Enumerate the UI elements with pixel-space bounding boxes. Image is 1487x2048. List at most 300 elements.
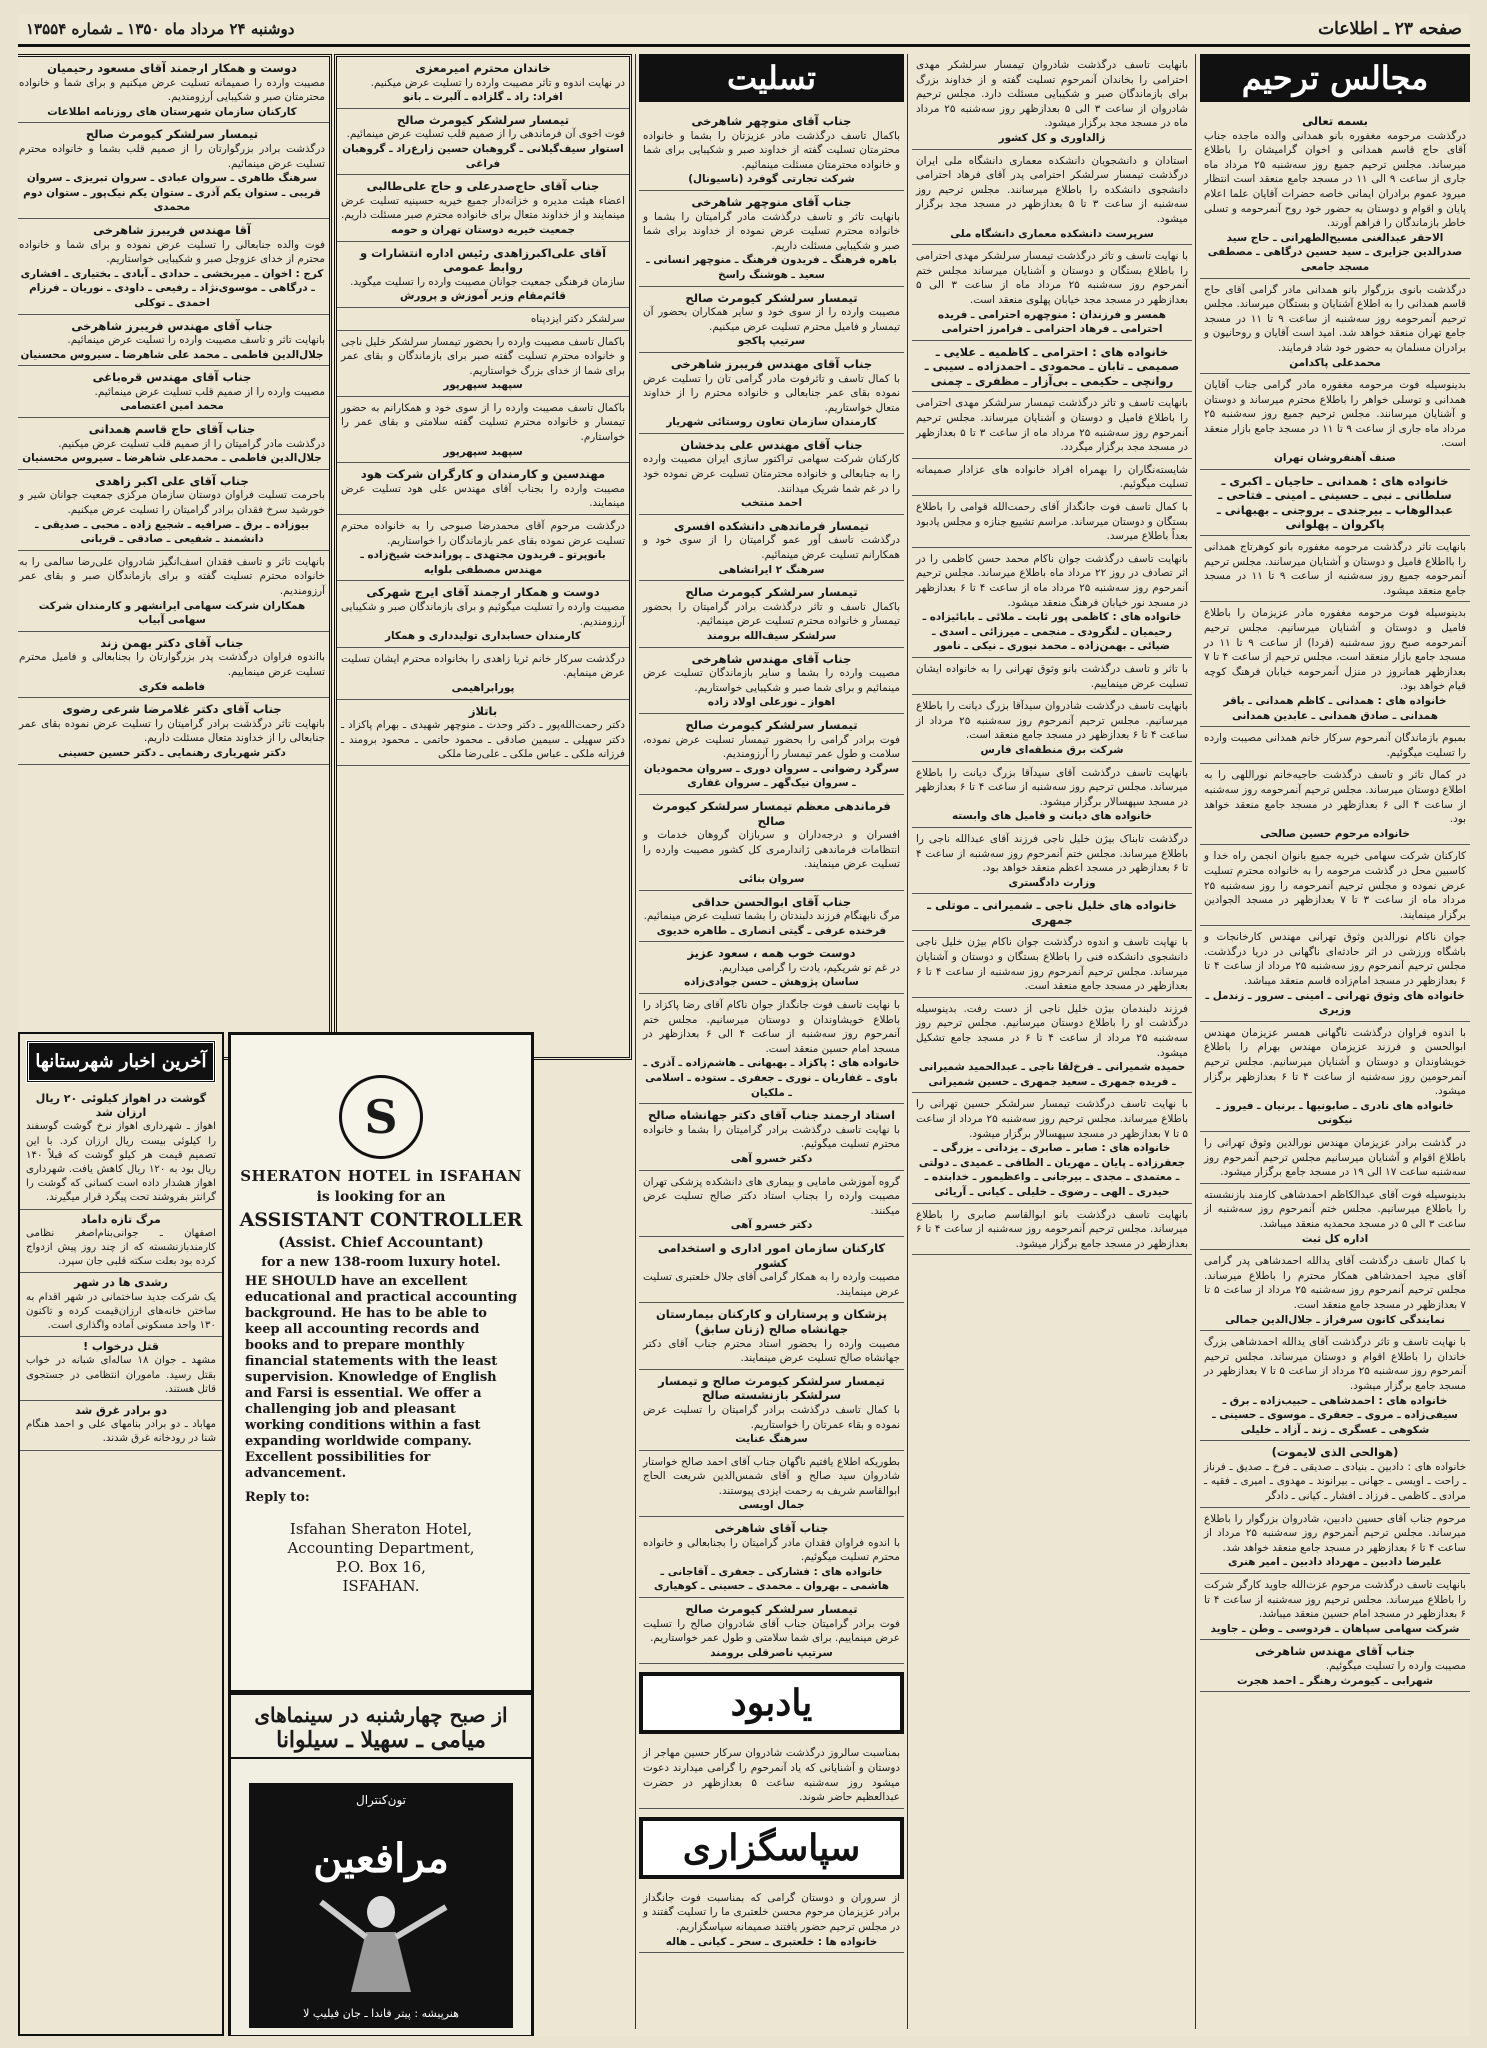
- notice-text: درگذشت بانوی بزرگوار بانو همدانی مادر گرامی آقای حاج قاسم همدانی را به اطلاع آشنایان و بستگان میرساند. مجلس ترحیم آنمرحومه روز سه‌شنبه از ساعت ۹ تا ۱۱ در مسجد جامع تهران منعقد خواهد شد. امید است آقایان و روحانیون و برادران مسلمان به حضور خود شاد فرمایند.: [1204, 283, 1466, 354]
- notice-item: [639, 714, 904, 795]
- notice-text: بمناسبت سالروز درگذشت شادروان سرکار حسین مهاجر از دوستان و آشنایانی که یاد آنمرحوم را گرامی میدارند دعوت میشود روز سه‌شنبه ساعت ۵ بعدازظهر در حضرت عبدالعظیم حاضر شوند.: [643, 1747, 900, 1804]
- notice-title: تیمسار سرلشکر کیومرث صالح: [685, 290, 858, 305]
- notice-title: استاد ارجمند جناب آقای دکتر جهانشاه صالح: [647, 1108, 896, 1123]
- notice-text: فرزند دلبندمان بیژن خلیل ناجی از دست رفت. بدینوسیله درگذشت او را باطلاع دوستان میرسانیم. مجلس ترحیم روز سه‌شنبه ۲۵ مرداد از ساعت ۴ تا ۶ در مسجد جامع تشکیل میشود.: [916, 1002, 1188, 1059]
- notice-signature: محمد امین اعتصامی: [120, 400, 224, 413]
- notice-signature: خانواده های : صابر ـ صابری ـ یزدانی ـ بزرگی ـ جعفرزاده ـ پایان ـ مهریان ـ الطافی ـ عمیدی ـ دولتی ـ معتمدی ـ مجدی ـ بیرجانی ـ واعظیمور ـ خدابنده ـ حیدری ـ الهی ـ رضوی ـ خلیلی ـ کیانی ـ آریائی: [918, 1142, 1186, 1198]
- notice-item: [1200, 1640, 1470, 1692]
- notice-title: تیمسار سرلشکر کیومرث صالح: [685, 1602, 858, 1617]
- notice-text: بانهایت تاسف درگذشت شادروان تیمسار سرلشکر مهدی احترامی را بخاندان آنمرحوم تسلیت گفته و از خداوند بزرگ برای بازماندگان صبر و شکیبایی مسئلت دارد. مجلس ترحیم شادروان از ساعت ۳ الی ۵ بعدازظهر روز سه‌شنبه ۲۵ مرداد ماه در مسجد مجد برگزار میشود.: [916, 59, 1189, 130]
- notice-title: جناب آقای دکتر بهمن زند: [100, 635, 244, 650]
- notice-signature: جمال اویسی: [738, 1499, 805, 1512]
- notice-text: بانهایت تاثر درگذشت برادر گرامیتان را تسلیت عرض نموده بقای عمر جنابعالی را از خداوند متعال مسئلت داریم.: [19, 717, 325, 745]
- notice-item: [18, 315, 329, 367]
- notice-text: بدینوسیله فوت مرحومه مغفوره مادر گرامی جناب آقایان همدانی و توسلی خواهر را باطلاع محترم میرساند و دوستان و آشنایان میرسانند. مجلس ترحیم جمیع روز سه‌شنبه ۲۵ مرداد ماه جاری از ساعت ۹ تا ۱۱ در مسجد جامع بازار منعقد است.: [1204, 379, 1466, 450]
- notice-text: مصیبت وارده را از صمیم قلب تسلیت عرض مینمائیم.: [94, 385, 325, 398]
- notice-item: [1200, 1022, 1470, 1132]
- notice-signature: جلال‌الدین فاطمی ـ محمد علی شاهرضا ـ سیروس محسنیان: [20, 348, 324, 361]
- notice-item: [1200, 1184, 1470, 1250]
- notice-item: [639, 1742, 904, 1808]
- ad-address: Isfahan Sheraton Hotel, Accounting Department, P.O. Box 16, ISFAHAN.: [287, 1520, 475, 1595]
- notice-signature: خانواده ها : خلعتبری ـ سحر ـ کیانی ـ هاله: [665, 1935, 878, 1948]
- notice-text: با نهایت تاسف درگذشت برادر گرامیتان را بشما و خانواده محترم تسلیت میگوئیم.: [643, 1123, 900, 1151]
- notice-item: [337, 109, 629, 175]
- notice-text: فوت اخوی آن فرماندهی را از صمیم قلب تسلیت عرض مینمائیم.: [346, 128, 625, 141]
- notice-signature: الاحقر عبدالغنی مسیح‌الطهرانی ـ حاج سید صدرالدین جزایری ـ سید حسین درگاهی ـ مصطفی مسجد جامعی: [1207, 231, 1463, 273]
- notice-item: [639, 648, 904, 714]
- notice-text: بدینوسیله فوت مرحومه مغفوره مادر عزیزمان را باطلاع فامیل و دوستان و آشنایان میرسانیم. مجلس ترحیم آنمرحومه صبح روز سه‌شنبه (فردا) از ساعت ۹ تا ۱۱ در مسجد جامع بازار منعقد است. مجلس ترحیم از ساعت ۴ تا ۷ بعدازظهر همانروز در منزل آنمرحومه خیابان فرهنگ کوچه قیام خواهد بود.: [1204, 607, 1466, 693]
- notice-item: [639, 1171, 904, 1237]
- notice-text: با نهایت تاسف درگذشت تیمسار سرلشکر حسین تهرانی را باطلاع میرساند. مجلس ترحیم روز سه‌شنبه ۲۵ مرداد از ساعت ۵ تا ۷ بعدازظهر در مسجد سپهسالار برگزار میشود.: [916, 1098, 1188, 1140]
- notice-signature: پورابراهیمی: [451, 681, 515, 694]
- notice-signature: اداره کل ثبت: [1301, 1232, 1369, 1245]
- notice-item: [639, 795, 904, 891]
- notice-item: [1200, 1250, 1470, 1331]
- notice-signature: سرتیپ ناصرقلی برومند: [710, 1646, 833, 1659]
- notice-signature: کارمندان حسابداری تولیدداری و همکار: [385, 630, 581, 643]
- notice-item: [1200, 602, 1470, 727]
- notice-item: [1200, 926, 1470, 1022]
- notice-item: [639, 1237, 904, 1303]
- notice-signature: فرخنده عرفی ـ گیتی انصاری ـ طاهره خدیوی: [656, 924, 887, 937]
- notice-item: [639, 110, 904, 191]
- notice-text: درگذشت سرکار خانم ثریا زاهدی را بخانواده محترم ایشان تسلیت عرض مینمایم.: [341, 652, 625, 680]
- notice-text: درگذشت مرحوم آقای محمدرضا صبوحی را به خانواده محترم تسلیت عرض نموده بقای عمر بازماندگان را خواستاریم.: [341, 520, 625, 547]
- notice-item: [639, 581, 904, 647]
- notice-text: بانهایت تاسف درگذشت بانو ابوالقاسم صابری را باطلاع میرساند. مجلس ترحیم آنمرحومه روز سه‌شنبه از ساعت ۴ تا ۶ بعدازظهر در مسجد جامع برگزار میشود.: [916, 1208, 1188, 1250]
- notice-item: [18, 632, 329, 698]
- notice-item: [1200, 536, 1470, 602]
- notice-signature: باهره فرهنگ ـ فریدون فرهنگ ـ منوچهر انسانی ـ سعید ـ هوشنگ راسخ: [646, 254, 897, 281]
- notice-signature: کارمندان سازمان تعاون روستائی شهریار: [666, 416, 877, 429]
- news-item: [20, 1401, 222, 1451]
- notice-text: بانهایت تاسف و تاثر درگذشت تیمسار سرلشکر مهدی احترامی را باطلاع فامیل و دوستان و آشنایان میرساند. مجلس ترحیم آنمرحوم روز سه‌شنبه ۲۵ مرداد ماه از ساعت ۳ تا ۵ بعدازظهر در مسجد مجد برگزار میگردد.: [916, 397, 1189, 454]
- notice-text: جوان ناکام نورالدین وثوق تهرانی مهندس کارخانجات و باشگاه ورزشی در اثر حادثه‌ای ناگهانی در دریا درگذشت. مجلس ترحیم آنمرحوم روز سه‌شنبه ۲۵ مرداد از ساعت ۴ تا ۶ بعدازظهر در مسجد امام‌زاده قاسم منعقد میباشد.: [1204, 931, 1466, 988]
- news-text: مشهد ـ جوان ۱۸ ساله‌ای شبانه در خواب بقتل رسید. ماموران انتظامی در جستجوی قاتل هستند.: [26, 1355, 216, 1395]
- notice-item: [639, 287, 904, 353]
- notice-item: [639, 515, 904, 581]
- page-header-left: دوشنبه ۲۴ مرداد ماه ۱۳۵۰ ـ شماره ۱۳۵۵۴: [26, 20, 295, 38]
- notice-item: [337, 648, 629, 700]
- notice-text: بطوریکه اطلاع یافتیم ناگهان جناب آقای احمد صالح خواستار شادروان سید صالح و آقای شمس‌الدین شریعت الحاج ابوالقاسم شریف به رحمت ایزدی پیوستند.: [643, 1455, 900, 1497]
- notice-item: [18, 698, 329, 764]
- notice-text: درگذشت مادر گرامیتان را از صمیم قلب تسلیت عرض میکنیم.: [58, 437, 325, 450]
- notice-signature: سرپرست دانشکده معماری دانشگاه ملی: [950, 227, 1154, 240]
- notice-text: مصیبت وارده را تسلیت میگوئیم.: [1325, 1660, 1466, 1672]
- notice-item: [1200, 110, 1470, 279]
- notice-title: تیمسار سرلشکر کیومرث صالح: [85, 127, 259, 142]
- column-tasliat: [639, 54, 904, 2029]
- notice-title: دوست و همکار ارجمند آقای مسعود رحیمیان: [47, 61, 297, 75]
- notice-item: [1200, 764, 1470, 845]
- notice-text: با کمال تاسف فوت جانگداز آقای رحمت‌الله قوامی را باطلاع بستگان و دوستان میرساند. مراسم تشییع جنازه و مجلس یادبود بعداً باطلاع میرسد.: [916, 501, 1188, 543]
- notice-signature: بیوزاده ـ برق ـ صرافیه ـ شجیع زاده ـ محبی ـ صدیقی ـ دانشمند ـ شفیعی ـ صادقی ـ قربانی: [34, 518, 310, 546]
- column-divider: [907, 54, 908, 2029]
- notice-signature: سرهنگ عنایت: [735, 1433, 808, 1446]
- notice-signature: دکتر شهریاری رهنمایی ـ دکتر حسین حسینی: [58, 746, 286, 759]
- notice-signature: سپهبد سپهرپور: [443, 445, 523, 458]
- notice-text: بانهایت تاثر درگذشت مرحومه مغفوره بانو کوهرتاج همدانی را بااطلاع فامیل و دوستان و آشنایان میرسانند. مجلس ترحیم آنمرحومه جمیع روز سه‌شنبه از ساعت ۹ تا ۱۱ در مسجد جامع منعقد میشود.: [1204, 541, 1467, 597]
- notice-signature: خانواده های وثوق تهرانی ـ امینی ـ سرور ـ زندمل ـ وزیری: [1205, 989, 1465, 1017]
- notice-signature: شرکت برق منطقه‌ای فارس: [980, 743, 1124, 756]
- notice-title: خانواده های : همدانی ـ حاجیان ـ اکبری ـ سلطانی ـ نبی ـ حسینی ـ امینی ـ فتاحی ـ عبدالوهاب ـ بیرجندی ـ بروجنی ـ بهبهانی ـ پاکروان ـ پهلوانی: [1216, 473, 1454, 532]
- notice-item: [337, 57, 629, 109]
- notice-title: جناب آقای مهندس فریبرز شاهرخی: [670, 356, 873, 371]
- notice-item: [912, 658, 1192, 695]
- notice-title: جناب آقای علی اکبر زاهدی: [95, 473, 249, 488]
- notice-item: [639, 1517, 904, 1598]
- sheraton-logo-icon: S: [339, 1075, 423, 1159]
- notice-text: با نهایت تاسف و تاثر درگذشت آقای یدالله احمدشاهی بزرگ خاندان را باطلاع اقوام و دوستان میرساند. مجلس ترحیم آنمرحوم روز سه‌شنبه ۲۵ مرداد از ساعت ۵ تا ۷ بعدازظهر در مسجد جامع برگزار میشود.: [1204, 1336, 1467, 1392]
- notice-text: با نهایت تاسف و اندوه درگذشت جوان ناکام بیژن خلیل ناجی دانشجوی دانشکده فنی را باطلاع بستگان و دوستان و آشنایان میرساند. مجلس ترحیم آنمرحوم روز سه‌شنبه از ساعت ۴ تا ۶ بعدازظهر در مسجد جامع منعقد است.: [916, 936, 1188, 993]
- notice-signature: نمایندگی کانون سرفراز ـ جلال‌الدین جمالی: [1225, 1313, 1445, 1326]
- notice-title: جناب آقای ابوالحسن حداقی: [691, 894, 852, 909]
- notice-text: با کمال تاسف درگذشت آقای یدالله احمدشاهی پدر گرامی آقای مجید احمدشاهی همکار محترم را باطلاع میرساند. مجلس ترحیم آنمرحوم روز سه‌شنبه ۲۵ مرداد از ساعت ۵ تا ۷ بعدازظهر در مسجد جامع منعقد است.: [1204, 1255, 1466, 1311]
- notice-text: سازمان فرهنگی جمعیت جوانان مصیبت وارده را تسلیت میگوید.: [350, 275, 625, 288]
- news-text: یک شرکت جدید ساختمانی در شهر اقدام به ساختن خانه‌های ارزان‌قیمت کرده و تاکنون ۱۳۰ واحد مسکونی آماده واگذاری است.: [26, 1291, 216, 1332]
- poster-figure-icon: [281, 1882, 481, 1992]
- notice-text: بمبوم بازماندگان آنمرحوم سرکار خانم همدانی مصیبت وارده را تسلیت میگوئیم.: [1204, 732, 1466, 759]
- notice-item: [1200, 727, 1470, 764]
- news-headline: رشدی ها در شهر: [74, 1276, 168, 1290]
- notice-title: تیمسار سرلشکر کیومرث صالح و تیمسار سرلشکر بازنشسته صالح: [658, 1373, 885, 1403]
- notice-text: در کمال تاثر و تاسف درگذشت حاجیه‌خانم نوراللهی را به اطلاع دوستان میرساند. مجلس ترحیم آنمرحومه روز سه‌شنبه از ساعت ۴ الی ۶ بعدازظهر در مسجد جامع منعقد خواهد بود.: [1204, 769, 1466, 826]
- notice-signature: جلال‌الدین فاطمی ـ محمدعلی شاهرضا ـ سیروس محسنیان: [22, 452, 322, 465]
- notice-text: باحرمت تسلیت فراوان دوستان سازمان مرکزی جمعیت جوانان شیر و خورشید سرخ فقدان برادر گرامیتان را تسلیت عرض میکنیم.: [19, 489, 325, 517]
- notice-text: در نهایت اندوه و تاثر مصیبت وارده را تسلیت عرض میکنیم.: [370, 76, 625, 89]
- notice-item: [1200, 1331, 1470, 1441]
- notice-item: [912, 998, 1192, 1094]
- column-divider: [635, 54, 636, 2029]
- page-header-right: صفحه ۲۳ ـ اطلاعات: [1318, 19, 1462, 39]
- last-news-title: آخرین اخبار شهرستانها: [26, 1040, 216, 1083]
- notice-item: [912, 1093, 1192, 1203]
- notice-item: [639, 1598, 904, 1664]
- notice-text: باکمال تاسف مصیبت وارده را از سوی خود و همکارانم به حضور تیمسار و خانواده محترم تسلیت گفته سلامتی و بقای عمر را خواستارم.: [341, 401, 625, 444]
- notice-title: جناب آقای شاهرخی: [714, 1521, 829, 1536]
- notice-text: فوت والده جنابعالی را تسلیت عرض نموده و برای شما و خانواده محترم از خدای عزوجل صبر و شکیبایی خواستاریم.: [19, 238, 325, 266]
- notice-signature: علیرضا دادبین ـ مهرداد دادبین ـ امیر هنری: [1228, 1556, 1442, 1569]
- notice-item: [18, 418, 329, 470]
- notice-text: بانهایت تاثر و تاسف مصیبت وارده را تسلیت عرض مینمائیم.: [67, 334, 325, 347]
- column-divider: [1195, 54, 1196, 2029]
- notice-item: [912, 459, 1192, 496]
- notice-signature: افراد: راد ـ گلزاده ـ آلبرت ـ بانو: [403, 91, 563, 104]
- notice-title: جناب آقای منوچهر شاهرخی: [691, 114, 852, 128]
- notice-text: بانهایت تاسف درگذشت جوان ناکام محمد حسن کاظمی را در اثر تصادف در روز ۲۲ مرداد ماه باطلاع میرساند. مجلس ترحیم آنمرحوم روز سه‌شنبه ۲۵ مرداد ماه از ساعت ۴ تا ۶ بعدازظهر در مسجد نور خیابان فرهنگ منعقد میشود.: [916, 552, 1189, 609]
- column-notices-5: [18, 54, 332, 1060]
- notice-signature: خانواده های : احمدشاهی ـ حبیب‌زاده ـ برق ـ سیفی‌زاده ـ مروی ـ جعفری ـ موسوی ـ حسینی ـ شکوهی ـ عسگری ـ زند ـ آزاد ـ خلیلی: [1212, 1394, 1458, 1436]
- notice-text: در غم تو شریکیم، یادت را گرامی میداریم.: [718, 961, 900, 974]
- notice-title: جناب آقای دکتر غلامرضا شرعی رضوی: [62, 702, 282, 717]
- notice-text: استادان و دانشجویان دانشکده معماری دانشگاه ملی ایران درگذشت تیمسار سرلشکر احترامی پدر آقای فرهاد احترامی دانشجوی دانشکده را باطلاع میرسانند. مجلس ترحیم روز سه‌شنبه از ساعت ۳ تا ۵ بعدازظهر در مسجد مجد برگزار میشود.: [916, 154, 1188, 225]
- notice-signature: کارکنان سازمان شهرستان های روزنامه اطلاعات: [47, 105, 297, 118]
- notice-item: [18, 470, 329, 551]
- notice-text: باکمال تاسف مصیبت وارده را بحضور تیمسار سرلشکر خلیل ناجی و خانواده محترم تسلیت گفته صبر برای بازماندگان و بقای عمر برای شما از خدای بزرگ خواستاریم.: [341, 335, 625, 377]
- notice-signature: کرج : اخوان ـ میربخشی ـ حدادی ـ آبادی ـ بختیاری ـ افشاری ـ درگاهی ـ موسوی‌نژاد ـ رفیعی ـ داودی ـ نوریان ـ فرزام احمدی ـ توکلی: [20, 267, 324, 309]
- notice-item: [639, 942, 904, 994]
- notice-text: کارکنان شرکت سهامی تراکتور سازی ایران مصیبت وارده را به جنابعالی و خانواده محترمتان تسلیت عرض نموده خود را در غم شما شریک میدانند.: [643, 453, 900, 495]
- notice-text: با نهایت تاسف و تاثر درگذشت تیمسار سرلشکر مهدی احترامی را باطلاع بستگان و دوستان و آشنایان میرساند مجلس ختم آنمرحوم روز سه‌شنبه ۲۵ مرداد ماه از ساعت ۳ الی ۵ بعدازظهر در مسجد مجد خیابان پهلوی منعقد است.: [916, 250, 1189, 306]
- notice-text: با اندوه فراوان فقدان مادر گرامیتان را بجنابعالی و خانواده محترم تسلیت میگوئیم.: [643, 1536, 900, 1564]
- notice-signature: خانواده مرحوم حسین صالحی: [1260, 827, 1410, 840]
- notice-item: [912, 150, 1192, 246]
- notice-title: تیمسار سرلشکر کیومرث صالح: [685, 717, 858, 732]
- notice-signature: شرکت سهامی سپاهان ـ فردوسی ـ وطن ـ جاوید: [1210, 1622, 1460, 1635]
- notice-title: جناب آقای مهندس فریبرز شاهرخی: [71, 318, 273, 333]
- notice-item: [639, 1104, 904, 1170]
- notice-text: بانهایت تاسف درگذشت شادروان سیدآقا بزرگ دیانت را باطلاع میرسانیم. مجلس ترحیم آنمرحوم روز سه‌شنبه ۲۵ مرداد از ساعت ۴ تا ۶ بعدازظهر در مسجد جامع منعقد است.: [916, 700, 1188, 742]
- news-text: مهاباد ـ دو برادر بنامهای علی و احمد هنگام شنا در رودخانه غرق شدند.: [26, 1419, 216, 1445]
- notice-signature: سپهبد سپهرپور: [443, 379, 523, 392]
- ad-position-sub: (Assist. Chief Accountant): [278, 1235, 484, 1251]
- notice-text: با کمال تاسف درگذشت برادر گرامیتان را تسلیت عرض نموده و بقاء عمرتان را خواستاریم.: [643, 1403, 900, 1431]
- notice-title: جناب آقای مهندس شاهرخی: [1255, 1644, 1415, 1659]
- ad-reply-label: Reply to:: [245, 1490, 310, 1505]
- notice-text: مصیبت وارده را بشما و سایر بازماندگان تسلیت عرض مینمائیم و برای شما صبر و شکیبایی خواستاریم.: [643, 667, 900, 694]
- notice-title: تیمسار سرلشکر کیومرث صالح: [685, 585, 858, 600]
- notice-item: [912, 54, 1192, 150]
- notice-item: [1200, 1132, 1470, 1184]
- notice-title: پزشکان و پرستاران و کارکنان بیمارستان جهانشاه صالح (زنان سابق): [655, 1307, 888, 1336]
- notice-item: [639, 994, 904, 1104]
- notice-item: [639, 434, 904, 515]
- news-text: اهواز ـ شهرداری اهواز نرخ گوشت گوسفند را کیلوئی بیست ریال ارزان کرد. با این تصمیم قیمت هر کیلو گوشت که قبلاً ۱۴۰ ریال بود به ۱۲۰ ریال کاهش یافت. شهرداری اهواز هشدار داده است کسانی که گوشت را گرانتر بفروشند تحت پیگرد قرار میگیرند.: [26, 1121, 216, 1204]
- notice-item: [639, 891, 904, 943]
- movie-stars: هنرپیشه : پیتر فاندا ـ جان فیلیپ لا: [303, 2007, 459, 2020]
- notice-signature: شرکت تجارتی گوفرد (ناسیونال): [688, 173, 855, 186]
- movie-poster: [249, 1783, 513, 2028]
- notice-text: دکتر رحمت‌الله‌پور ـ دکتر وحدت ـ منوچهر شهیدی ـ بهرام پاکزاد ـ دکتر سهیلی ـ سیمین صادقی ـ محمود حاتمی ـ محمود برومند ـ فرزانه ملکی ـ عباس ملکی ـ علی‌رضا ملکی: [341, 719, 625, 761]
- notice-item: [18, 57, 329, 123]
- notice-title: جناب آقای مهندس علی بدخشان: [680, 437, 863, 452]
- ad-body: HE SHOULD have an excellent educational and practical accounting background. He has to be able to keep all accounting records and books and to prepare monthly financial statements with the least supervision. Knowledge of English and Farsi is essential. We offer a challenging job and pleasant working conditions within a fast expanding worldwide company. Excellent possibilities for advancement.: [245, 1274, 517, 1481]
- notice-title: جناب آقای منوچهر شاهرخی: [691, 194, 852, 209]
- notice-title: خانواده های خلیل ناجی ـ شمیرانی ـ موتلی ـ جمهری: [927, 898, 1177, 927]
- notice-signature: قائم‌مقام وزیر آموزش و پرورش: [400, 290, 566, 303]
- notice-item: [337, 515, 629, 581]
- notice-item: [912, 548, 1192, 658]
- notice-signature: خانواده های دیانت و فامیل های وابسته: [952, 810, 1152, 823]
- notice-text: بانهایت تاثر و تاسف فقدان اسف‌انگیز شادروان علی‌رضا سالمی را به خانواده محترم تسلیت گفته و برای بازماندگان صبر و بقای عمر آرزومندیم.: [19, 555, 325, 597]
- notice-title: آقای علی‌اکبرزاهدی رئیس اداره انتشارات و روابط عمومی: [359, 245, 607, 275]
- notice-item: [337, 700, 629, 766]
- notice-text: مرگ نابهنگام فرزند دلبندتان را بشما تسلیت عرض مینمائیم.: [643, 910, 900, 923]
- column-notices-4: [334, 54, 632, 1060]
- news-item: [20, 1273, 222, 1337]
- notice-title: دوست و همکار ارجمند آقای ایرج شهرکی: [366, 585, 600, 600]
- notice-signature: ساسان پژوهش ـ حسن جوادی‌زاده: [684, 976, 859, 989]
- news-text: اصفهان ـ جوانی‌بنام‌اصغر نظامی کارمندبازنشسته که از چند روز پیش ازدواج کرده بود بعلت سکته قلبی جان سپرد.: [26, 1227, 216, 1268]
- notice-item: [912, 828, 1192, 894]
- notice-item: [912, 695, 1192, 761]
- notice-item: [18, 366, 329, 418]
- notice-text: کارکنان شرکت سهامی خیریه جمیع بانوان انجمن راه خدا و کاسبین محل در گذشت مرحومه را به خانواده محترم تسلیت عرض نموده و مجلس ترحیم آنمرحومه را روز سه‌شنبه ۲۵ مرداد ماه از ساعت ۳ تا ۷ بعدازظهر در مسجد الجوادین برگزار مینمایند.: [1204, 850, 1466, 921]
- notice-item: [337, 581, 629, 647]
- notice-signature: استوار سیف‌گیلانی ـ گروهبان حسین زارع‌راد ـ گروهبان فراغی: [342, 142, 624, 170]
- notice-signature: بانوپرتو ـ فریدون مجتهدی ـ پوراندخت شیخ‌زاده ـ مهندس مصطفی بلوایه: [360, 549, 606, 576]
- notice-title: فرماندهی معظم تیمسار سرلشکر کیومرث صالح: [652, 798, 891, 828]
- notice-item: [337, 397, 629, 463]
- notice-title: جناب آقای حاج قاسم همدانی: [88, 422, 256, 437]
- notice-title: آقا مهندس فریبرز شاهرخی: [93, 222, 251, 237]
- notice-signature: زالداوری و کل کشور: [998, 131, 1106, 144]
- notice-item: [639, 1370, 904, 1451]
- notice-signature: دکتر خسرو آهی: [730, 1153, 813, 1165]
- ad-hotel-desc: for a new 138-room luxury hotel.: [261, 1255, 501, 1270]
- notice-item: [337, 242, 629, 308]
- notice-text: بااندوه فراوان درگذشت پدر بزرگوارتان را بجنابعالی و فامیل محترم تسلیت عرض مینماییم.: [19, 651, 325, 678]
- news-headline: مرگ تازه داماد: [81, 1212, 161, 1226]
- notice-item: [337, 331, 629, 397]
- cinema-ad-subtitle: از صبح چهارشنبه در سینماهای: [254, 1703, 508, 1727]
- notice-text: مصیبت وارده را بحضور استاد محترم جناب آقای دکتر جهانشاه صالح تسلیت عرض مینمایند.: [643, 1337, 900, 1365]
- notice-item: [912, 762, 1192, 828]
- notice-text: فوت برادر گرامیتان جناب آقای شادروان صالح را تسلیت عرض مینماییم. برای شما سلامتی و طول عمر خواستاریم.: [643, 1617, 900, 1645]
- notices-list-5: [18, 57, 329, 765]
- ad-looking-for: is looking for an: [316, 1189, 446, 1205]
- movie-studio: تون‌کنترال: [356, 1793, 406, 1807]
- notice-signature: سرتیپ پاکجو: [737, 335, 806, 348]
- notice-item: [337, 308, 629, 331]
- notice-signature: محمدعلی پاکدامن: [1289, 356, 1381, 369]
- notice-signature: فاطمه فکری: [138, 680, 206, 693]
- notice-signature: سروان بنائی: [738, 872, 805, 885]
- notice-text: شایسته‌نگاران را بهمراه افراد خانواده های عزادار صمیمانه تسلیت میگوئیم.: [916, 463, 1188, 491]
- notice-text: مصیبت وارده را صمیمانه تسلیت عرض میکنیم و برای شما و خانواده محترمتان صبر و شکیبایی آرزومندیم.: [19, 76, 325, 104]
- notice-text: مصیبت وارده را از سوی خود و سایر همکاران بحضور آن تیمسار و فامیل محترم تسلیت عرض میکنیم.: [643, 306, 900, 333]
- sheraton-job-ad: [228, 1032, 534, 1693]
- notice-title: خانواده های : احترامی ـ کاظمیه ـ علایی ـ صمیمی ـ تابان ـ محمودی ـ احمدزاده ـ سیبی ـ روانچی ـ حکیمی ـ بی‌آزار ـ مظفری ـ چمنی: [924, 344, 1180, 388]
- news-headline: قتل درخواب !: [83, 1340, 159, 1354]
- page-header: [18, 14, 1470, 47]
- movie-title: مرافعین: [313, 1835, 449, 1882]
- tasliat-list: [639, 110, 904, 1664]
- notice-text: از سروران و دوستان گرامی که بمناسبت فوت جانگداز برادر عزیزمان مرحوم محسن خلعتبری ما را تسلیت گفتند و در مجلس ترحیم حضور یافتند صمیمانه سپاسگزاریم.: [643, 1891, 900, 1933]
- notice-signature: حمیده شمیرانی ـ فرخ‌لقا ناجی ـ عبدالحمید شمیرانی ـ فریده جمهری ـ سعید جمهری ـ حسین شمیرانی: [918, 1061, 1186, 1088]
- notice-title: بسمه تعالی: [1302, 114, 1368, 128]
- notice-text: افسران و درجه‌داران و سربازان گروهان خدمات و انتظامات فرماندهی ژاندارمری کل کشور مصیبت وارده را تسلیت عرض مینمایند.: [643, 829, 900, 871]
- notice-item: [1200, 470, 1470, 536]
- notice-text: خانواده های : دادبین ـ بنیادی ـ صدیقی ـ فرخ ـ صدیق ـ فرناز ـ راحت ـ اویسی ـ جهانی ـ بیرانوند ـ مهدوی ـ امیری ـ فقیه ـ مرادی ـ کاظمی ـ فرزاد ـ افشار ـ کیانی ـ دادگر: [1204, 1460, 1466, 1503]
- notice-item: [1200, 1508, 1470, 1574]
- notice-title: تیمسار فرماندهی دانشکده افسری: [674, 518, 869, 533]
- notice-signature: سرهنگ طاهری ـ سروان عبادی ـ سروان تبریزی ـ سروان قریبی ـ ستوان یکم آذری ـ ستوان یکم نیک‌پور ـ ستوان دوم محمدی: [23, 172, 321, 214]
- notice-title: باتلاز: [468, 703, 498, 718]
- notice-signature: همکاران شرکت سهامی ایرانشهر و کارمندان شرکت سهامی آبیاب: [38, 599, 306, 627]
- news-headline: دو برادر غرق شد: [74, 1404, 168, 1418]
- notice-signature: دکتر خسرو آهی: [730, 1219, 813, 1232]
- notice-text: مصیبت وارده را بجناب آقای مهندس علی هود تسلیت عرض مینمایند.: [341, 482, 625, 510]
- notice-text: درگذشت تاسف آور عمو گرامیتان را از سوی خود و همکارانم تسلیت عرض مینمائیم.: [643, 534, 900, 562]
- notice-item: [1200, 1574, 1470, 1640]
- notice-item: [912, 341, 1192, 393]
- news-item: [20, 1210, 222, 1274]
- notice-text: بانهایت تاسف درگذشت آقای سیدآقا بزرگ دیانت را باطلاع میرساند. مجلس ترحیم روز سه‌شنبه از ساعت ۴ تا ۶ بعدازظهر در مسجد سپهسالار برگزار میشود.: [916, 766, 1188, 808]
- notice-text: بانهایت تاثر و تاسف درگذشت مادر گرامیتان را بشما و خانواده محترم تسلیت عرض نموده از خداوند برای شما صبر و شکیبایی مسئلت داریم.: [643, 210, 900, 252]
- section-title-sepas: سپاسگزاری: [639, 1817, 904, 1879]
- notice-signature: سرگرد رضوانی ـ سروان دوری ـ سروان محمودیان ـ سروان نیک‌گهر ـ سروان غفاری: [643, 762, 900, 790]
- notice-item: [337, 175, 629, 241]
- cinema-ad: [228, 1692, 534, 2036]
- notice-text: بدینوسیله فوت آقای عبدالکاظم احمدشاهی کارمند بازنشسته را باطلاع میرسانیم. مجلس ختم آنمرحوم روز سه‌شنبه از ساعت ۳ الی ۵ در مسجد محمدیه منعقد میباشد.: [1204, 1188, 1466, 1230]
- notice-title: تیمسار سرلشکر کیومرث صالح: [396, 112, 570, 127]
- notice-title: کارکنان سازمان امور اداری و استخدامی کشور: [657, 1240, 886, 1270]
- last-news-list: [20, 1089, 222, 1451]
- notice-text: اعضاء هیئت مدیره و خزانه‌دار جمیع خیریه حسینیه تسلیت عرض مینمایند و از خداوند متعال برای خانواده محترم صبر مسئلت داریم.: [341, 194, 625, 222]
- news-item: [20, 1089, 222, 1210]
- notice-text: بانهایت تاسف درگذشت مرحوم عزت‌الله جاوید کارگر شرکت را باطلاع میرساند. مجلس ترحیم روز سه‌شنبه از ساعت ۴ تا ۶ بعدازظهر در مسجد امام حسین منعقد میباشد.: [1204, 1579, 1466, 1621]
- notice-item: [639, 191, 904, 287]
- notice-item: [18, 123, 329, 219]
- notice-signature: خانواده های : کاظمی پور ثابت ـ ملائی ـ بابائیزاده ـ رحیمیان ـ لنگرودی ـ منجمی ـ میرزائی ـ اسدی ـ ضیائی ـ بهمن‌زاده ـ محمد نیوری ـ نیکی ـ نامور: [922, 611, 1182, 653]
- notice-item: [18, 551, 329, 632]
- notice-item: [912, 1204, 1192, 1256]
- notice-item: [639, 1303, 904, 1369]
- section-title-yadbood: یادبود: [639, 1672, 904, 1734]
- notice-signature: خانواده های نادری ـ صابونیها ـ برنیان ـ فیروز ـ نیکونی: [1216, 1099, 1454, 1127]
- notice-signature: صنف آهنفروشان تهران: [1274, 452, 1396, 465]
- newspaper-page: [18, 14, 1470, 2036]
- notice-title: خاندان محترم امیرمعزی: [415, 61, 551, 75]
- notice-item: [912, 931, 1192, 997]
- notice-item: [639, 1451, 904, 1517]
- notice-text: درگذشت مرحومه مغفوره بانو همدانی والده ماجده جناب آقای حاج قاسم همدانی و اخوان گرامیشان را باطلاع میرساند. مجلس ترحیم جمیع روز سه‌شنبه ۲۵ مرداد ماه جاری از ساعت ۹ الی ۱۱ در مسجد جامع منعقد است انتظار میرود عموم برادران ایمانی خاصه حضرات آقایان علما اعلام پایان و اقوام و دوستان به حضور خود روح آنمرحومه و تسلی خاطر بازماندگان را فراهم آورند.: [1204, 129, 1467, 230]
- notice-item: [639, 353, 904, 434]
- notice-text: با اندوه فراوان درگذشت ناگهانی همسر عزیزمان مهندس ابوالحسن و فرزند عزیزمان مهندس بهرام را باطلاع خویشاوندان و دوستان و آشنایان میرسانیم. مجلس ترحیم آنمرحومین روز سه‌شنبه از ساعت ۴ تا ۶ بعدازظهر برگزار میشود.: [1204, 1026, 1466, 1098]
- notice-item: [1200, 279, 1470, 375]
- yadbood-list: [639, 1742, 904, 1808]
- last-news-box: [18, 1032, 224, 2036]
- notice-title: جناب آقای مهندس شاهرخی: [691, 651, 852, 666]
- notice-text: مصیبت وارده را به همکار گرامی آقای جلال خلعتبری تسلیت عرض مینمایند.: [643, 1271, 900, 1298]
- notice-text: باکمال تاسف درگذشت مادر عزیزتان را بشما و خانواده محترمتان تسلیت گفته از خداوند صبر و شکیبایی برای شما و خانواده محترمتان مسئلت مینمائیم.: [643, 129, 900, 171]
- notice-signature: خانواده های : همدانی ـ کاظم همدانی ـ باقر همدانی ـ صادق همدانی ـ عابدین همدانی: [1223, 694, 1447, 722]
- notice-text: سرلشکر دکتر ایزدپناه: [530, 312, 625, 325]
- notice-text: در گذشت برادر عزیزمان مهندس نورالدین وثوق تهرانی را باطلاع اقوام و آشنایان میرسانیم مجلس ترحیم آنمرحوم روز سه‌شنبه ساعت ۱۷ الی ۱۹ در مسجد جامع برگزار میشود.: [1204, 1137, 1466, 1179]
- notice-signature: همسر و فرزندان : منوچهره احترامی ـ فریده احترامی ـ فرهاد احترامی ـ فرامرز احترامی: [938, 308, 1166, 336]
- notice-signature: وزارت دادگستری: [1008, 876, 1096, 889]
- notice-text: درگذشت برادر بزرگوارتان را از صمیم قلب بشما و خانواده محترم تسلیت عرض مینمائیم.: [19, 142, 325, 170]
- notice-item: [1200, 1441, 1470, 1507]
- notice-text: مرحوم جناب آقای حسین دادبین، شادروان بزرگوار را باطلاع میرساند. مجلس ترحیم آنمرحوم روز سه‌شنبه ۲۵ مرداد از ساعت ۴ تا ۶ بعدازظهر در مسجد جامع منعقد خواهد شد.: [1204, 1512, 1467, 1554]
- notice-text: مصیبت وارده را تسلیت میگوئیم و برای بازماندگان صبر و شکیبایی آرزومندیم.: [341, 601, 625, 628]
- news-item: [20, 1337, 222, 1401]
- notice-item: [639, 1887, 904, 1953]
- notice-title: جناب آقای مهندس قره‌باغی: [92, 370, 252, 385]
- news-headline: گوشت در اهواز کیلوئی ۲۰ ریال ارزان شد: [35, 1092, 207, 1120]
- notice-text: باکمال تاسف و تاثر درگذشت برادر گرامیتان را بحضور تیمسار و خانواده محترم تسلیت عرض مینمائیم.: [643, 600, 900, 628]
- notice-signature: شهرابی ـ کیومرث رهنگر ـ احمد هجرت: [1236, 1674, 1433, 1687]
- notice-title: دوست خوب همه ، سعود عزیز: [687, 946, 856, 961]
- notice-text: گروه آموزشی مامایی و بیماری های دانشکده پزشکی تهران مصیبت وارده را بجناب استاد دکتر صالح تسلیت عرض میکنند.: [643, 1175, 900, 1217]
- section-title-majales: مجالس ترحیم: [1200, 54, 1470, 102]
- notice-text: با نهایت تاسف فوت جانگداز جوان ناکام آقای رضا پاکزاد را باطلاع خویشاوندان و دوستان میرسانیم. مجلس ختم آنمرحوم روز سه‌شنبه از ساعت ۴ الی ۶ بعدازظهر در مسجد امام حسین منعقد است.: [643, 999, 900, 1055]
- notice-signature: سرلشکر سیف‌الله برومند: [706, 630, 837, 642]
- notice-item: [337, 463, 629, 515]
- column-notices-2: [912, 54, 1192, 2029]
- sepas-list: [639, 1887, 904, 1953]
- notice-signature: اهواز ـ نورعلی اولاد زاده: [707, 696, 836, 709]
- notice-text: درگذشت تابناک بیژن خلیل ناجی فرزند آقای عبدالله ناجی را باطلاع میرساند. مجلس ختم آنمرحوم روز سه‌شنبه از ساعت ۴ تا ۶ بعدازظهر در مسجد اعظم منعقد خواهد بود.: [916, 832, 1188, 875]
- notice-text: با کمال تاسف و تاثرفوت مادر گرامی تان را تسلیت عرض نموده بقای عمر جنابعالی و خانواده محترم را از خداوند متعال خواستاریم.: [643, 372, 900, 414]
- notice-item: [912, 894, 1192, 931]
- majales-list: [1200, 110, 1470, 1692]
- notice-item: [912, 392, 1192, 458]
- notice-title: (هوالحی الذی لایموت): [1271, 1445, 1399, 1460]
- notice-title: جناب آقای حاج‌صدرعلی و حاج علی‌طالبی: [366, 179, 600, 194]
- notice-item: [1200, 845, 1470, 926]
